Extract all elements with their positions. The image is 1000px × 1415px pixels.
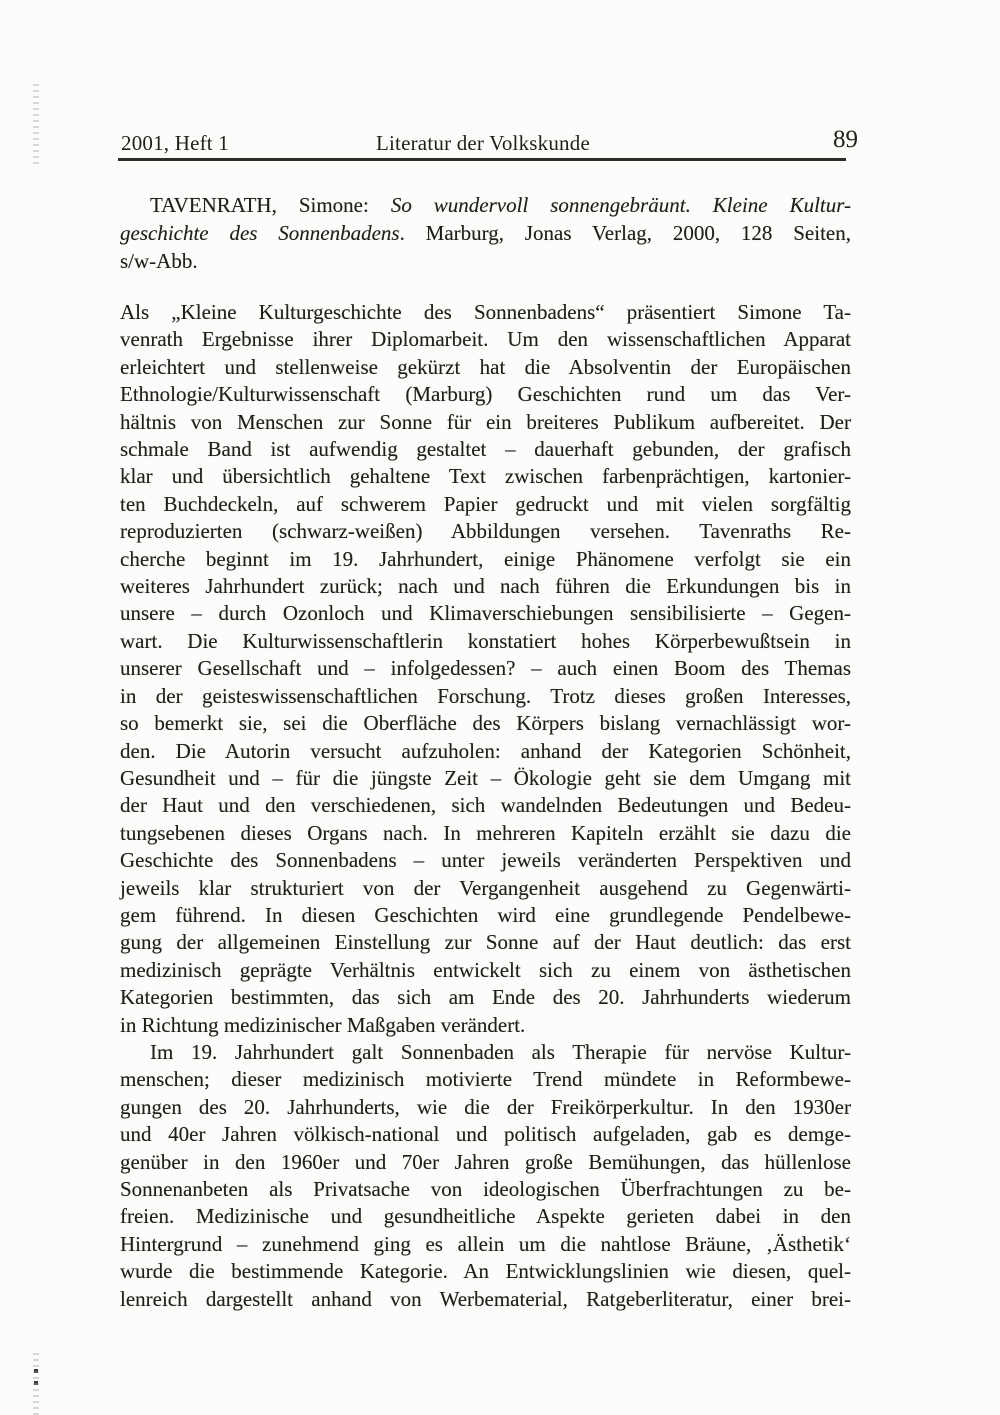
header-issue: 2001, Heft 1 [121, 131, 229, 155]
text-line: den. Die Autorin versucht aufzuholen: anhand der Kategorien Schönheit, [120, 738, 851, 763]
text-line: Im 19. Jahrhundert galt Sonnenbaden als Therapie für nervöse Kultur- [150, 1039, 851, 1064]
text-line: der Haut und den verschiedenen, sich wandelnden Bedeutungen und Bedeu- [120, 793, 851, 818]
paragraph [120, 1039, 851, 1313]
header-journal-title: Literatur der Volkskunde [376, 131, 590, 155]
scan-registration-marks-bottom [33, 1353, 39, 1415]
citation-paragraph [120, 191, 851, 275]
text-line: menschen; dieser medizinisch motivierte Trend mündete in Reformbewe- [120, 1067, 851, 1092]
text-line: Kategorien bestimmten, das sich am Ende des 20. Jahrhunderts wiederum [120, 985, 851, 1010]
text-line [120, 247, 851, 275]
citation-text-segment: s/w-Abb. [120, 249, 198, 273]
text-line: venrath Ergebnisse ihrer Diplomarbeit. Um den wissenschaftlichen Apparat [120, 327, 851, 352]
citation-title-segment: geschichte des Sonnenbadens [120, 221, 400, 245]
text-line: gungen des 20. Jahrhunderts, wie die der Freikörperkultur. In den 1930er [120, 1094, 851, 1119]
text-line: gem führend. In diesen Geschichten wird eine grundlegende Pendelbewe- [120, 902, 851, 927]
text-line: erleichtert und stellenweise gekürzt hat die Absolventin der Europäischen [120, 354, 851, 379]
citation-text-segment: TAVENRATH, Simone: [150, 193, 391, 217]
text-line: jeweils klar strukturiert von der Vergangenheit ausgehend zu Gegenwärti- [120, 875, 851, 900]
text-line [120, 191, 851, 219]
text-line: weiteres Jahrhundert zurück; nach und nach führen die Erkundungen bis in [120, 574, 851, 599]
text-line: wart. Die Kulturwissenschaftlerin konstatiert hohes Körperbewußtsein in [120, 628, 851, 653]
text-line: Ethnologie/Kulturwissenschaft (Marburg) Geschichten rund um das Ver- [120, 382, 851, 407]
page-header [118, 126, 858, 156]
text-line: Sonnenanbeten als Privatsache von ideologischen Überfrachtungen zu be- [120, 1177, 851, 1201]
text-line: lenreich dargestellt anhand von Werbematerial, Ratgeberliteratur, einer brei- [120, 1286, 851, 1311]
text-line: in der geisteswissenschaftlichen Forschung. Trotz dieses großen Interesses, [120, 683, 851, 708]
text-line: hältnis von Menschen zur Sonne für ein breiteres Publikum aufbereitet. Der [120, 409, 851, 434]
header-page-number: 89 [833, 126, 858, 153]
text-line: ten Buchdeckeln, auf schwerem Papier gedruckt und mit vielen sorgfältig [120, 491, 851, 516]
text-line: in Richtung medizinischer Maßgaben verändert. [120, 1012, 526, 1037]
header-rule [118, 158, 846, 161]
text-line: genüber in den 1960er und 70er Jahren große Bemühungen, das hüllenlose [120, 1149, 851, 1174]
text-line: klar und übersichtlich gehaltene Text zwischen farbenprächtigen, kartonier- [120, 464, 851, 489]
text-line: schmale Band ist aufwendig gestaltet – dauerhaft gebunden, der grafisch [120, 437, 851, 462]
text-line: reproduzierten (schwarz-weißen) Abbildungen versehen. Tavenraths Re- [120, 519, 851, 544]
text-line: Gesundheit und – für die jüngste Zeit – Ökologie geht sie dem Umgang mit [120, 765, 851, 790]
text-line: Geschichte des Sonnenbadens – unter jeweils veränderten Perspektiven und [120, 848, 851, 873]
scan-registration-marks-top [33, 84, 39, 168]
citation-title-segment: So wundervoll sonnengebräunt. Kleine Kultur- [390, 193, 851, 217]
text-line: Hintergrund – zunehmend ging es allein um die nahtlose Bräune, ‚Ästhetik‘ [120, 1231, 851, 1256]
text-line: gung der allgemeinen Einstellung zur Sonne auf der Haut deutlich: das erst [120, 930, 851, 955]
paragraph [120, 299, 851, 1039]
text-line: freien. Medizinische und gesundheitliche Aspekte gerieten dabei in den [120, 1204, 851, 1229]
body-text [120, 299, 851, 1313]
citation-text-segment: . Marburg, Jonas Verlag, 2000, 128 Seiten, [399, 221, 851, 245]
text-line: wurde die bestimmende Kategorie. An Entwicklungslinien wie diesen, quel- [120, 1259, 851, 1284]
text-line: und 40er Jahren völkisch-national und politisch aufgeladen, gab es demge- [120, 1122, 851, 1147]
text-line: tungsebenen dieses Organs nach. In mehreren Kapiteln erzählt sie dazu die [120, 820, 851, 845]
text-line: unsere – durch Ozonloch und Klimaverschiebungen sensibilisierte – Gegen- [120, 601, 851, 626]
text-line: Als „Kleine Kulturgeschichte des Sonnenbadens“ präsentiert Simone Ta- [120, 300, 851, 324]
text-line: cherche beginnt im 19. Jahrhundert, einige Phänomene verfolgt sie ein [120, 546, 851, 571]
text-line: medizinisch geprägte Verhältnis entwickelt sich zu einem von ästhetischen [120, 957, 851, 982]
text-line: so bemerkt sie, sei die Oberfläche des Körpers bislang vernachlässigt wor- [120, 711, 851, 736]
text-line [120, 219, 851, 247]
text-line: unserer Gesellschaft und – infolgedessen? – auch einen Boom des Themas [120, 656, 851, 681]
